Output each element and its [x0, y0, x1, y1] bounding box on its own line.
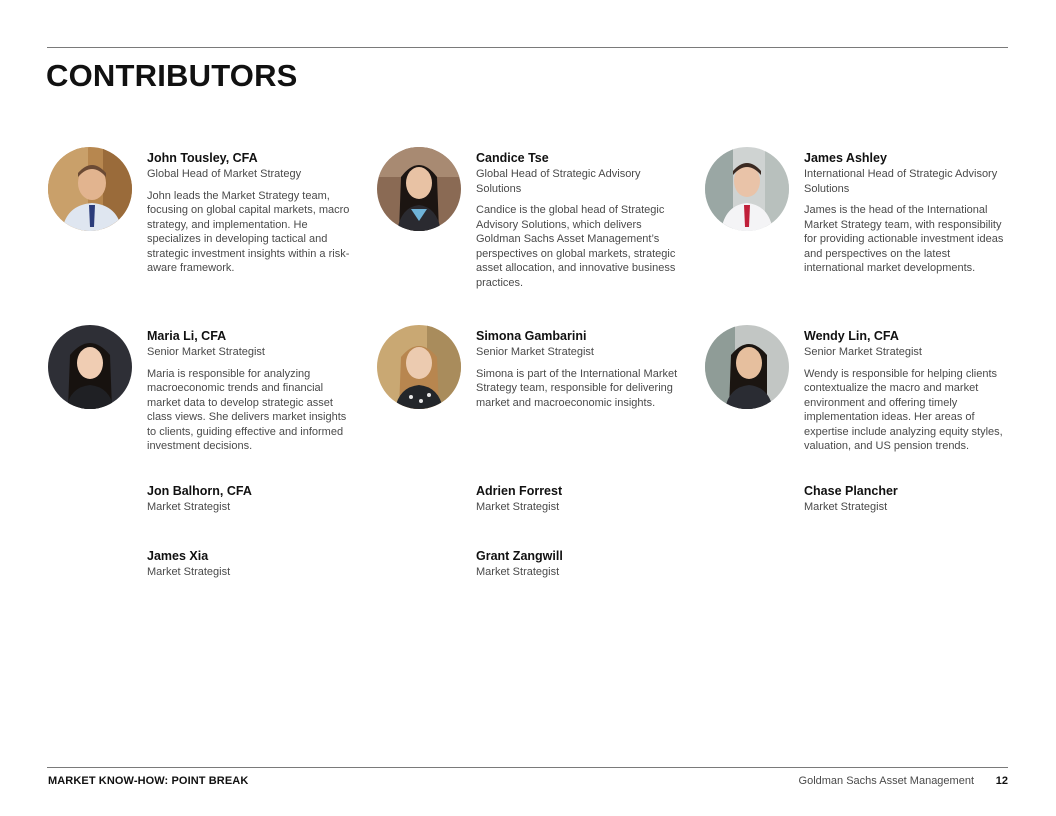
contributor-photo: [377, 147, 461, 231]
contributor-name: Maria Li, CFA: [147, 329, 227, 343]
contributor-role: Market Strategist: [476, 501, 560, 513]
contributor-bio: Maria is responsible for analyzing macroeconomic trends and financial market data to develop strategic asset class views. She delivers market insights to clients, guiding effective and informed investment decisions.: [147, 367, 347, 453]
contributor-bio: Candice is the global head of Strategic Advisory Solutions, which delivers Goldman Sachs Asset Management’s perspectives on global markets, strategic asset allocation, and innovative business practices.: [476, 204, 676, 289]
publication-title: MARKET KNOW-HOW: POINT BREAK: [48, 775, 249, 787]
contributor-name: Wendy Lin, CFA: [804, 329, 899, 343]
contributor-role: Market Strategist: [804, 501, 888, 513]
contributor-role: Senior Market Strategist: [476, 346, 594, 358]
contributor-name: Simona Gambarini: [476, 329, 587, 343]
contributor-photo: [48, 147, 132, 231]
contributor-role: Market Strategist: [476, 566, 560, 578]
page-title: CONTRIBUTORS: [46, 58, 298, 93]
top-divider: [47, 47, 1008, 48]
contributor-role: Senior Market Strategist: [147, 346, 265, 358]
page-number: 12: [995, 775, 1008, 787]
contributor-photo: [705, 325, 789, 409]
bottom-divider: [47, 767, 1008, 768]
contributor-role: Market Strategist: [147, 566, 231, 578]
contributor-name: Adrien Forrest: [476, 484, 563, 498]
contributor-name: Chase Plancher: [804, 484, 898, 498]
contributor-name: John Tousley, CFA: [147, 151, 258, 165]
contributor-name: Candice Tse: [476, 151, 549, 165]
contributor-name: James Xia: [147, 549, 209, 563]
contributor-photo: [377, 325, 461, 409]
contributor-name: Grant Zangwill: [476, 549, 563, 563]
contributor-name: James Ashley: [804, 151, 887, 165]
contributor-bio: Simona is part of the International Market Strategy team, responsible for delivering market and macroeconomic insights.: [476, 367, 678, 409]
contributor-role: Market Strategist: [147, 501, 231, 513]
contributor-entry: [147, 549, 367, 580]
contributor-photo: [48, 325, 132, 409]
contributor-name: Jon Balhorn, CFA: [147, 484, 252, 498]
contributor-role: Senior Market Strategist: [804, 346, 922, 358]
contributor-entry: [476, 484, 696, 515]
contributor-entry: [476, 549, 696, 580]
contributor-bio: John leads the Market Strategy team, focusing on global capital markets, macro strategy, and implementation. He specializes in developing tactical and strategic investment insights within a risk-aware framework.: [147, 189, 350, 275]
contributor-role: International Head of Strategic Advisory Solutions: [804, 168, 998, 195]
contributor-entry: [804, 484, 1024, 515]
contributor-bio: James is the head of the International Market Strategy team, with responsibility for providing actionable investment ideas and perspectives on the latest international market developments.: [804, 204, 1004, 275]
contributor-photo: [705, 147, 789, 231]
contributor-bio: Wendy is responsible for helping clients contextualize the macro and market environment and offering timely implementation ideas. Her areas of expertise include analyzing equity styles, valuation, and US pension trends.: [804, 367, 1003, 453]
company-name: Goldman Sachs Asset Management: [798, 775, 974, 787]
contributor-entry: [147, 484, 367, 515]
contributor-role: Global Head of Strategic Advisory Solutions: [476, 168, 641, 195]
contributor-role: Global Head of Market Strategy: [147, 168, 302, 180]
